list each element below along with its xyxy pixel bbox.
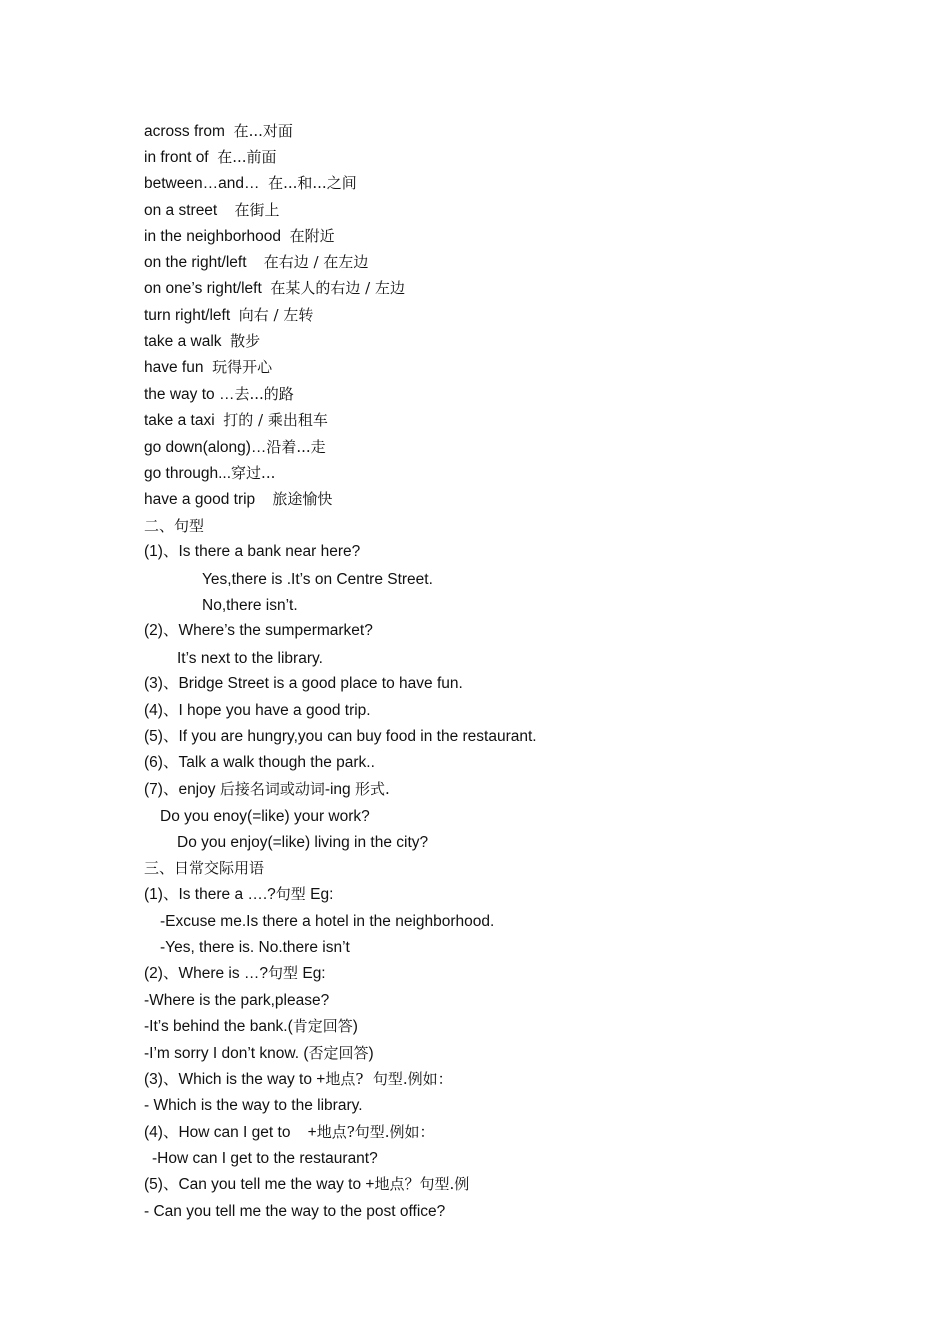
phrase-en: in the neighborhood (144, 228, 282, 245)
dialog-4-heading-en: (4)、How can I get to + (144, 1124, 317, 1141)
dialog-5-heading-en: (5)、Can you tell me the way to + (144, 1176, 375, 1193)
phrase-en: on a street (144, 202, 218, 219)
phrase-zh: 在...前面 (217, 148, 277, 166)
phrase-zh: 穿过... (231, 464, 276, 482)
dialog-3-line-1: - Which is the way to the library. (144, 1097, 363, 1114)
dialog-2-line-2 (144, 1016, 358, 1037)
sentence-7-zh: 后接名词或动词 (219, 780, 325, 798)
dialog-3-heading-en: (3)、Which is the way to + (144, 1071, 326, 1088)
phrase-en: on one’s right/left (144, 280, 262, 297)
dialog-2-heading-en: (2)、Where is …? (144, 965, 269, 982)
sentence-7-suffix: -ing (324, 781, 355, 798)
dialog-2-line-1: -Where is the park,please? (144, 992, 330, 1009)
dialog-4-line-1: -How can I get to the restaurant? (152, 1150, 378, 1167)
phrase-en: take a walk (144, 333, 222, 350)
dialog-5-heading-zh: 地点？句型.例 (374, 1175, 470, 1193)
phrase-zh: 在附近 (289, 227, 335, 245)
phrase-en: go down(along)… (144, 439, 267, 456)
phrase-line (144, 437, 326, 458)
sentence-1-question: (1)、Is there a bank near here? (144, 543, 361, 560)
dialog-2-line-3-zh: 否定回答 (308, 1044, 369, 1062)
phrase-line (144, 410, 328, 431)
sentence-3: (3)、Bridge Street is a good place to have fun. (144, 675, 463, 692)
dialog-1-line-2: -Yes, there is. No.there isn’t (160, 939, 350, 956)
phrase-en: on the right/left (144, 254, 247, 271)
sentence-7-prefix: (7)、enjoy (144, 781, 220, 798)
phrase-en: take a taxi (144, 412, 215, 429)
phrase-en: have a good trip (144, 491, 256, 508)
dialog-2-line-3-en: -I’m sorry I don’t know. ( (144, 1045, 309, 1062)
dialog-2-line-2-en: -It’s behind the bank.( (144, 1018, 293, 1035)
phrase-zh: 沿着...走 (266, 438, 326, 456)
phrase-en: the way to … (144, 386, 235, 403)
dialog-4-heading (144, 1122, 435, 1143)
dialog-5-heading (144, 1174, 469, 1195)
dialog-3-heading-zh: 地点? 句型.例如： (325, 1070, 453, 1088)
sentence-7-zh2: 形式. (354, 780, 390, 798)
sentence-1-answer-yes: Yes,there is .It’s on Centre Street. (202, 571, 433, 588)
sentence-7-example-2: Do you enjoy(=like) living in the city? (177, 834, 429, 851)
dialog-1-heading (144, 884, 333, 905)
dialog-2-line-3-tail: ) (368, 1045, 374, 1062)
sentence-1-answer-no: No,there isn’t. (202, 597, 298, 614)
phrase-line (144, 121, 293, 142)
phrase-en: go through... (144, 465, 232, 482)
dialog-3-heading (144, 1069, 453, 1090)
sentence-7 (144, 779, 390, 800)
dialog-2-line-3 (144, 1043, 374, 1064)
phrase-zh: 散步 (230, 332, 261, 350)
phrase-line (144, 200, 280, 221)
phrase-zh: 旅途愉快 (272, 490, 333, 508)
phrase-zh: 在...和...之间 (268, 174, 357, 192)
dialog-1-line-1: -Excuse me.Is there a hotel in the neighborhood. (160, 913, 495, 930)
dialog-5-line-1: - Can you tell me the way to the post office? (144, 1203, 446, 1220)
phrase-line (144, 278, 405, 299)
dialog-2-heading (144, 963, 326, 984)
phrase-line (144, 463, 275, 484)
dialog-4-heading-zh: 地点?句型.例如： (316, 1123, 435, 1141)
phrase-line (144, 147, 277, 168)
dialog-2-line-2-tail: ) (352, 1018, 358, 1035)
phrase-zh: 向右 / 左转 (238, 306, 314, 324)
sentence-4: (4)、I hope you have a good trip. (144, 702, 371, 719)
dialog-2-heading-zh: 句型 (268, 964, 299, 982)
phrase-line (144, 489, 332, 510)
sentence-5: (5)、If you are hungry,you can buy food in the restaurant. (144, 728, 537, 745)
phrase-line (144, 173, 357, 194)
phrase-en: across from (144, 123, 225, 140)
dialog-2-line-2-zh: 肯定回答 (292, 1017, 353, 1035)
sentence-2-answer: It’s next to the library. (177, 650, 323, 667)
phrase-line (144, 305, 313, 326)
phrase-zh: 在某人的右边 / 左边 (270, 279, 405, 297)
dialog-1-heading-zh: 句型 (275, 885, 306, 903)
phrase-en: turn right/left (144, 307, 231, 324)
sentence-7-example-1: Do you enoy(=like) your work? (160, 808, 370, 825)
phrase-zh: 打的 / 乘出租车 (223, 411, 328, 429)
phrase-en: have fun (144, 359, 204, 376)
phrase-en: in front of (144, 149, 209, 166)
section-title-expressions: 三、日常交际用语 (144, 859, 265, 877)
phrase-zh: 在...对面 (233, 122, 293, 140)
phrase-zh: 在街上 (234, 201, 280, 219)
phrase-line (144, 384, 294, 405)
phrase-zh: 玩得开心 (212, 358, 273, 376)
phrase-zh: 去...的路 (234, 385, 294, 403)
dialog-1-heading-en: (1)、Is there a ….? (144, 886, 276, 903)
phrase-zh: 在右边 / 在左边 (263, 253, 369, 271)
dialog-1-heading-tail: Eg: (305, 886, 334, 903)
phrase-line (144, 226, 335, 247)
sentence-6: (6)、Talk a walk though the park.. (144, 754, 375, 771)
sentence-2-question: (2)、Where’s the sumpermarket? (144, 622, 373, 639)
section-title-sentences: 二、句型 (144, 517, 205, 535)
dialog-2-heading-tail: Eg: (298, 965, 326, 982)
phrase-line (144, 252, 368, 273)
phrase-line (144, 357, 272, 378)
phrase-en: between…and… (144, 175, 260, 192)
phrase-line (144, 331, 260, 352)
